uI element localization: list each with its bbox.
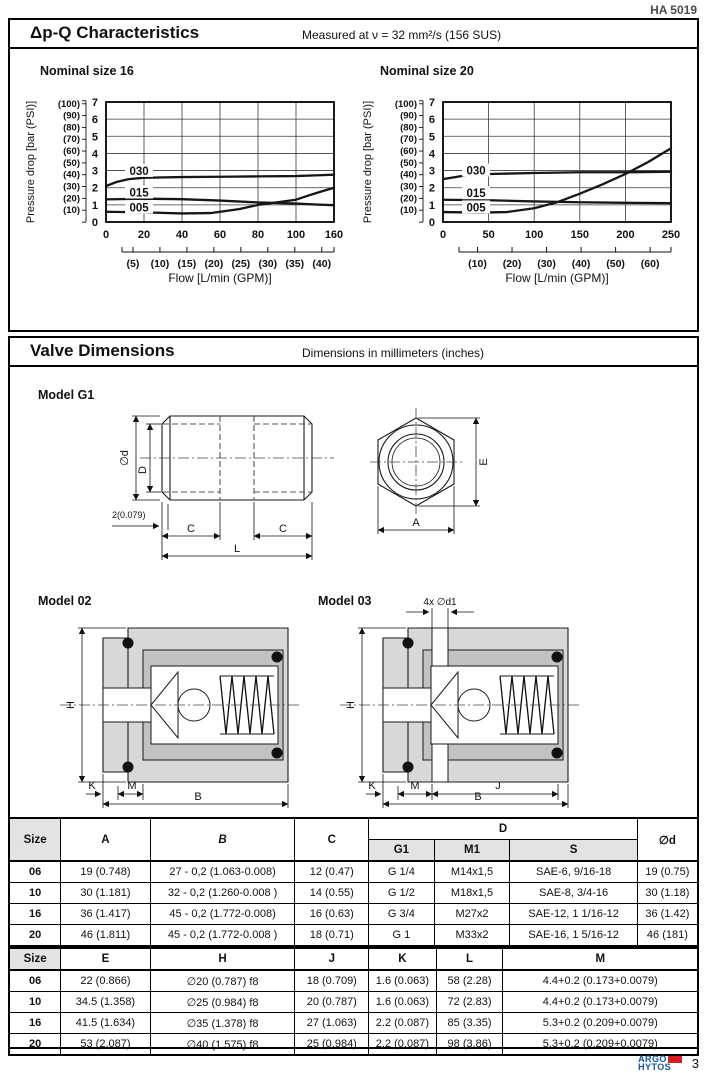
svg-text:(40): (40): [400, 169, 417, 181]
svg-text:(25): (25): [231, 258, 251, 270]
dimensions-table-2: [8, 947, 699, 1056]
svg-text:Flow [L/min (GPM)]: Flow [L/min (GPM)]: [505, 271, 609, 285]
svg-text:3: 3: [91, 165, 98, 178]
svg-text:4: 4: [91, 148, 98, 161]
table-row: [9, 925, 698, 947]
svg-text:160: 160: [324, 229, 344, 241]
curve-label-030: 030: [129, 165, 149, 178]
svg-text:(10): (10): [150, 258, 170, 270]
value-cell: 41.5 (1.634): [61, 1013, 151, 1034]
value-cell: 34.5 (1.358): [61, 992, 151, 1013]
table-row: [9, 883, 698, 904]
value-cell: 22 (0.866): [61, 970, 151, 992]
value-cell: 4.4+0.2 (0.173+0.0079): [503, 992, 698, 1013]
value-cell: ∅35 (1.378) f8: [150, 1013, 295, 1034]
cross-hole-top: [432, 628, 448, 666]
o-ring: [403, 762, 414, 773]
value-cell: M33x2: [434, 925, 510, 947]
svg-text:250: 250: [661, 229, 681, 241]
svg-text:200: 200: [616, 229, 635, 241]
model-02-drawing: [48, 610, 303, 810]
section-header: [10, 338, 697, 367]
size-cell: 20: [9, 925, 61, 947]
document-number: HA 5019: [650, 3, 697, 17]
value-cell: 45 - 0,2 (1.772-0.008 ): [150, 925, 295, 947]
svg-text:Pressure drop [bar (PSI)]: Pressure drop [bar (PSI)]: [25, 100, 37, 224]
value-cell: 27 - 0,2 (1.063-0.008): [150, 861, 295, 883]
svg-text:(60): (60): [63, 146, 80, 158]
svg-text:(50): (50): [400, 157, 417, 169]
svg-text:(20): (20): [502, 258, 522, 270]
o-ring: [272, 652, 283, 663]
svg-text:(35): (35): [285, 258, 305, 270]
dim-H: H: [65, 701, 77, 709]
dim-B: B: [474, 791, 482, 803]
svg-text:80: 80: [251, 229, 265, 241]
svg-text:Flow [L/min (GPM)]: Flow [L/min (GPM)]: [168, 271, 272, 285]
svg-text:6: 6: [91, 114, 98, 127]
value-cell: SAE-12, 1 1/16-12: [510, 904, 637, 925]
value-cell: ∅25 (0.984) f8: [150, 992, 295, 1013]
value-cell: 27 (1.063): [295, 1013, 369, 1034]
value-cell: 18 (0.709): [295, 970, 369, 992]
value-cell: 16 (0.63): [295, 904, 369, 925]
dim-chamfer: 2(0.079): [112, 510, 146, 520]
value-cell: 53 (2.087): [61, 1034, 151, 1056]
value-cell: 85 (3.35): [436, 1013, 503, 1034]
dim-M: M: [127, 780, 137, 792]
svg-text:150: 150: [570, 229, 589, 241]
value-cell: G 1: [369, 925, 434, 947]
value-cell: ∅20 (0.787) f8: [150, 970, 295, 992]
table-row: [9, 861, 698, 883]
col-header-A: A: [61, 818, 151, 861]
argo-hytos-logo: [638, 1055, 682, 1071]
dim-A: A: [412, 517, 420, 529]
value-cell: 12 (0.47): [295, 861, 369, 883]
col-header-C: C: [295, 818, 369, 861]
svg-text:(30): (30): [258, 258, 278, 270]
section-title: Δp-Q Characteristics: [30, 23, 200, 42]
size-cell: 20: [9, 1034, 61, 1056]
svg-text:100: 100: [525, 229, 544, 241]
curve-label-005: 005: [129, 202, 149, 215]
size-cell: 16: [9, 904, 61, 925]
model-g1-label: Model G1: [38, 388, 95, 402]
table-row: [9, 1034, 698, 1056]
svg-text:0: 0: [91, 217, 98, 229]
chart-size16: [18, 96, 348, 292]
dim-od: ∅d: [119, 450, 131, 466]
svg-text:(100): (100): [57, 98, 80, 110]
curve-label-005: 005: [466, 202, 486, 215]
col-header-K: K: [369, 948, 437, 970]
dim-J: J: [495, 780, 501, 792]
model-g1-hex-drawing: [368, 402, 498, 552]
value-cell: 46 (1.811): [61, 925, 151, 947]
svg-text:(70): (70): [63, 134, 80, 146]
chart-title-size20: Nominal size 20: [380, 64, 474, 78]
value-cell: 1.6 (0.063): [369, 970, 437, 992]
col-header-size: Size: [9, 818, 61, 861]
svg-text:5: 5: [428, 131, 435, 144]
svg-text:Pressure drop [bar (PSI)]: Pressure drop [bar (PSI)]: [362, 100, 374, 224]
section-title: Valve Dimensions: [30, 341, 175, 360]
subheader-M1: M1: [434, 840, 510, 862]
dim-L: L: [233, 543, 241, 555]
col-header-B: B: [150, 818, 295, 861]
dimensions-table-1: [8, 817, 699, 947]
dim-C-right: C: [279, 523, 287, 535]
model-02-label: Model 02: [38, 594, 92, 608]
value-cell: 30 (1.181): [61, 883, 151, 904]
dim-K: K: [88, 780, 96, 792]
svg-text:(40): (40): [312, 258, 332, 270]
model-03-drawing: [328, 596, 583, 810]
svg-text:(20): (20): [204, 258, 224, 270]
dpq-characteristics-section: [8, 18, 699, 332]
svg-text:(40): (40): [571, 258, 591, 270]
o-ring: [123, 762, 134, 773]
svg-text:(60): (60): [400, 146, 417, 158]
svg-text:(100): (100): [394, 98, 417, 110]
dim-D: D: [137, 466, 149, 474]
section-header: [10, 20, 697, 49]
value-cell: 19 (0.75): [637, 861, 698, 883]
svg-text:(30): (30): [537, 258, 556, 270]
svg-text:(80): (80): [63, 122, 80, 134]
svg-text:1: 1: [428, 199, 435, 212]
svg-text:(50): (50): [63, 157, 80, 169]
svg-text:60: 60: [213, 229, 227, 241]
svg-text:4: 4: [428, 148, 435, 161]
value-cell: 25 (0.984): [295, 1034, 369, 1056]
col-header-M: M: [503, 948, 698, 970]
svg-text:(5): (5): [126, 258, 140, 270]
value-cell: 58 (2.28): [436, 970, 503, 992]
model-03-label: Model 03: [318, 594, 372, 608]
o-ring: [272, 748, 283, 759]
value-cell: 18 (0.71): [295, 925, 369, 947]
subheader-S: S: [510, 840, 637, 862]
page-footer: [638, 1055, 699, 1071]
value-cell: 2.2 (0.087): [369, 1034, 437, 1056]
svg-text:(40): (40): [63, 169, 80, 181]
value-cell: 72 (2.83): [436, 992, 503, 1013]
value-cell: SAE-16, 1 5/16-12: [510, 925, 637, 947]
svg-text:2: 2: [91, 182, 98, 195]
svg-text:(15): (15): [177, 258, 197, 270]
dim-C-left: C: [187, 523, 195, 535]
table-row: [9, 1013, 698, 1034]
size-cell: 06: [9, 861, 61, 883]
col-header-D: D: [369, 818, 638, 840]
svg-text:(50): (50): [606, 258, 625, 270]
o-ring: [552, 748, 563, 759]
value-cell: 19 (0.748): [61, 861, 151, 883]
size-cell: 10: [9, 883, 61, 904]
value-cell: 5.3+0.2 (0.209+0.0079): [503, 1034, 698, 1056]
value-cell: 5.3+0.2 (0.209+0.0079): [503, 1013, 698, 1034]
dim-B: B: [194, 791, 202, 803]
chart-title-size16: Nominal size 16: [40, 64, 134, 78]
value-cell: 30 (1.18): [637, 883, 698, 904]
svg-text:3: 3: [428, 165, 435, 178]
dim-M: M: [410, 780, 420, 792]
dim-E: E: [478, 458, 490, 466]
svg-text:50: 50: [482, 229, 495, 241]
svg-text:0: 0: [439, 229, 447, 241]
model-g1-side-drawing: [102, 400, 352, 568]
svg-text:5: 5: [91, 131, 98, 144]
size-cell: 06: [9, 970, 61, 992]
value-cell: 4.4+0.2 (0.173+0.0079): [503, 970, 698, 992]
svg-text:(70): (70): [400, 134, 417, 146]
value-cell: 36 (1.417): [61, 904, 151, 925]
value-cell: 1.6 (0.063): [369, 992, 437, 1013]
svg-text:40: 40: [175, 229, 189, 241]
brand-bottom: HYTOS: [638, 1062, 671, 1072]
chart-size20: [355, 96, 685, 292]
value-cell: 36 (1.42): [637, 904, 698, 925]
table-row: [9, 992, 698, 1013]
dim-holes: 4x ∅d1: [423, 597, 457, 608]
value-cell: 32 - 0,2 (1.260-0.008 ): [150, 883, 295, 904]
col-header-H: H: [150, 948, 295, 970]
value-cell: 20 (0.787): [295, 992, 369, 1013]
brand-top: ARGO: [638, 1054, 667, 1064]
svg-text:(60): (60): [640, 258, 660, 270]
table-row: [9, 970, 698, 992]
col-header-size: Size: [9, 948, 61, 970]
col-header-od: ∅d: [637, 818, 698, 861]
svg-text:(20): (20): [63, 193, 80, 205]
svg-text:0: 0: [428, 217, 435, 229]
cross-hole-bottom: [432, 744, 448, 782]
value-cell: G 3/4: [369, 904, 434, 925]
svg-text:20: 20: [137, 229, 151, 241]
col-header-E: E: [61, 948, 151, 970]
svg-text:1: 1: [91, 199, 98, 212]
value-cell: 2.2 (0.087): [369, 1013, 437, 1034]
value-cell: ∅40 (1.575) f8: [150, 1034, 295, 1056]
page-number: 3: [691, 1055, 699, 1071]
value-cell: SAE-6, 9/16-18: [510, 861, 637, 883]
svg-text:(90): (90): [400, 110, 417, 122]
o-ring: [552, 652, 563, 663]
value-cell: M27x2: [434, 904, 510, 925]
value-cell: 46 (181): [637, 925, 698, 947]
curve-label-030: 030: [466, 165, 486, 178]
svg-text:(10): (10): [63, 205, 80, 217]
value-cell: 98 (3.86): [436, 1034, 503, 1056]
o-ring: [403, 638, 414, 649]
svg-text:(30): (30): [63, 181, 80, 193]
value-cell: G 1/4: [369, 861, 434, 883]
curve-label-015: 015: [129, 187, 149, 200]
dim-K: K: [368, 780, 376, 792]
value-cell: G 1/2: [369, 883, 434, 904]
value-cell: M14x1,5: [434, 861, 510, 883]
table-row: [9, 904, 698, 925]
svg-text:7: 7: [91, 97, 98, 109]
svg-text:7: 7: [428, 97, 435, 109]
size-cell: 10: [9, 992, 61, 1013]
o-ring: [123, 638, 134, 649]
value-cell: SAE-8, 3/4-16: [510, 883, 637, 904]
value-cell: M18x1,5: [434, 883, 510, 904]
svg-text:6: 6: [428, 114, 435, 127]
svg-text:(10): (10): [400, 205, 417, 217]
svg-text:(10): (10): [468, 258, 487, 270]
svg-text:(30): (30): [400, 181, 417, 193]
section-subtitle: Measured at ν = 32 mm²/s (156 SUS): [302, 28, 502, 42]
value-cell: 14 (0.55): [295, 883, 369, 904]
col-header-L: L: [436, 948, 503, 970]
size-cell: 16: [9, 1013, 61, 1034]
svg-text:100: 100: [286, 229, 306, 241]
section-subtitle: Dimensions in millimeters (inches): [302, 346, 485, 360]
col-header-J: J: [295, 948, 369, 970]
dim-H: H: [345, 701, 357, 709]
value-cell: 45 - 0,2 (1.772-0.008): [150, 904, 295, 925]
svg-text:(20): (20): [400, 193, 417, 205]
svg-text:2: 2: [428, 182, 435, 195]
svg-text:(80): (80): [400, 122, 417, 134]
dimension-tables: [8, 817, 699, 1056]
curve-label-015: 015: [466, 188, 486, 201]
svg-text:0: 0: [102, 229, 110, 241]
subheader-G1: G1: [369, 840, 434, 862]
svg-text:(90): (90): [63, 110, 80, 122]
